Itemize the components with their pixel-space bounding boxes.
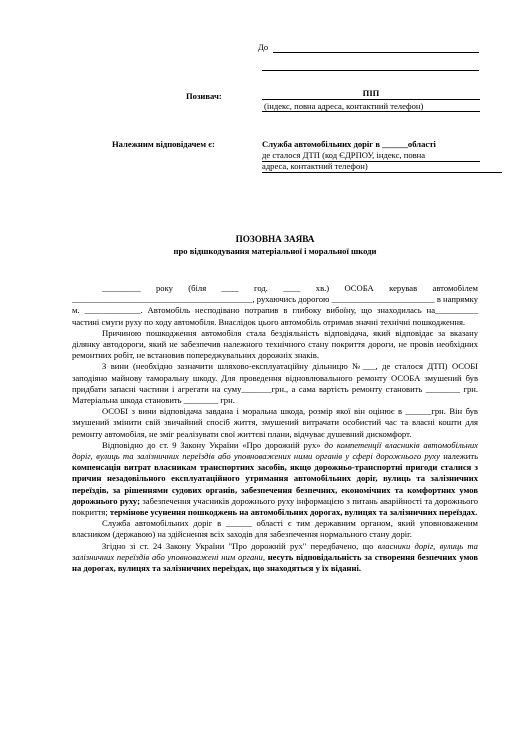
paragraph-moral-damage: ОСОБІ з вини відповідача завдана і моральна шкода, розмір якої він оцінює в ______грн. Він був змушений змінити свій звичайний спосіб життя, змушений витрачати особистий час та власні кошти для ремонту автомобіля, не зміг реалізувати свої життєві плани, відчуває душевний дискомфорт.	[72, 406, 478, 439]
paragraph-damage: З вини (необхідно зазначити шляхово-експлуатаційну дільницю №___, де сталося ДТП) ОСОБІ заподіяно майнову таморальну шкоду. Для проведення відновлювального ремонту ОСОБА змушений був придбати запасні частини і агрегати на суму_______грн., а сама вартість ремонту становить ________ грн. Матеріальна шкода становить ________ грн.	[72, 361, 478, 406]
law-9-competence: до компетенції власників автомобільних доріг, вулиць та залізничних переїздів або уповноважених ними органів у сфері дорожнього руху	[72, 439, 478, 462]
paragraph-road-service: Служба автомобільних доріг в ______ області є тим державним органом, який уповноваженим власником (державою) на здійснення всіх заходів для забезпечення нормального стану доріг.	[72, 518, 478, 540]
paragraph-law-article-9	[72, 440, 478, 518]
plaintiff-hint-underline	[262, 100, 480, 112]
paragraph-cause: Причиною пошкодження автомобіля стала бездіяльність відповідача, який відповідає за вказану ділянку автодороги, який не забезпечив належного технічного стану покриття дороги, не провів необхідних ремонтних робіт, не встановив попереджувальних дорожніх знаків.	[72, 327, 478, 361]
defendant-line-3: адреса, контактний телефон)	[262, 161, 502, 173]
document-title: ПОЗОВНА ЗАЯВА	[235, 234, 315, 244]
law-9-belongs: належить	[439, 451, 478, 462]
plaintiff-label: Позивач:	[186, 91, 222, 101]
law-9-compensation: компенсація витрат власникам транспортних засобів, якщо дорожньо-транспортні пригоди сталися з причин незадовільного експлуатаційного утримання автомобільних доріг, вулиць та залізничних переїздів, за рішеннями судових органів, забезпечення безпечних, економічних та комфортних умов дорожнього руху;	[72, 462, 478, 506]
law-9-information: забезпечення учасників дорожнього руху інформацією з питань аварійності та дорожнього покриття;	[72, 495, 478, 518]
defendant-label: Належним відповідачем є:	[112, 139, 215, 149]
recipient-label: До	[258, 42, 269, 52]
law-24-owners: власники доріг, вулиць та залізничних переїздів або уповноважені ним органи,	[72, 540, 478, 562]
paragraph-law-article-24	[72, 541, 478, 575]
recipient-line-2	[262, 58, 479, 71]
law-24-responsibility: несуть відповідальність за створення безпечних умов на дорогах, вулицях та залізничних переїздах, що знаходяться у їх віданні.	[72, 551, 478, 574]
law-9-repairs: термінове усунення пошкоджень на автомобільних дорогах, вулицях та залізничних переїздах.	[109, 507, 478, 518]
defendant-line-1: Служба автомобільних доріг в ______області	[262, 139, 436, 149]
law-24-intro: Згідно зі ст. 24 Закону України "Про дорожній рух" передбачено, що	[102, 540, 378, 551]
statement-body	[72, 283, 478, 574]
law-9-intro: Відповідно до ст. 9 Закону України «Про дорожній рух»	[102, 439, 325, 450]
plaintiff-hint: (індекс, повна адреса, контактний телефон)	[264, 101, 424, 111]
paragraph-incident: _________ року (біля ____ год. ____ хв.) ОСОБА керував автомобілем __________________________________________, рухаючись дорогою ________________________ в напрямку м. _____________. Автомобіль несподівано потрапив в глибоку вибоїну, що знаходилась на__________ частині смуги руху по ходу автомобіля. Внаслідок цього автомобіль отримав значні технічні пошкодження.	[72, 283, 478, 327]
document-subtitle: про відшкодування матеріальної і моральної шкоди	[173, 246, 377, 256]
plaintiff-value: ПІП	[262, 88, 480, 100]
recipient-line	[273, 40, 479, 53]
defendant-line-2: де сталося ДТП (код ЄДРПОУ, індекс, повна	[262, 150, 480, 162]
